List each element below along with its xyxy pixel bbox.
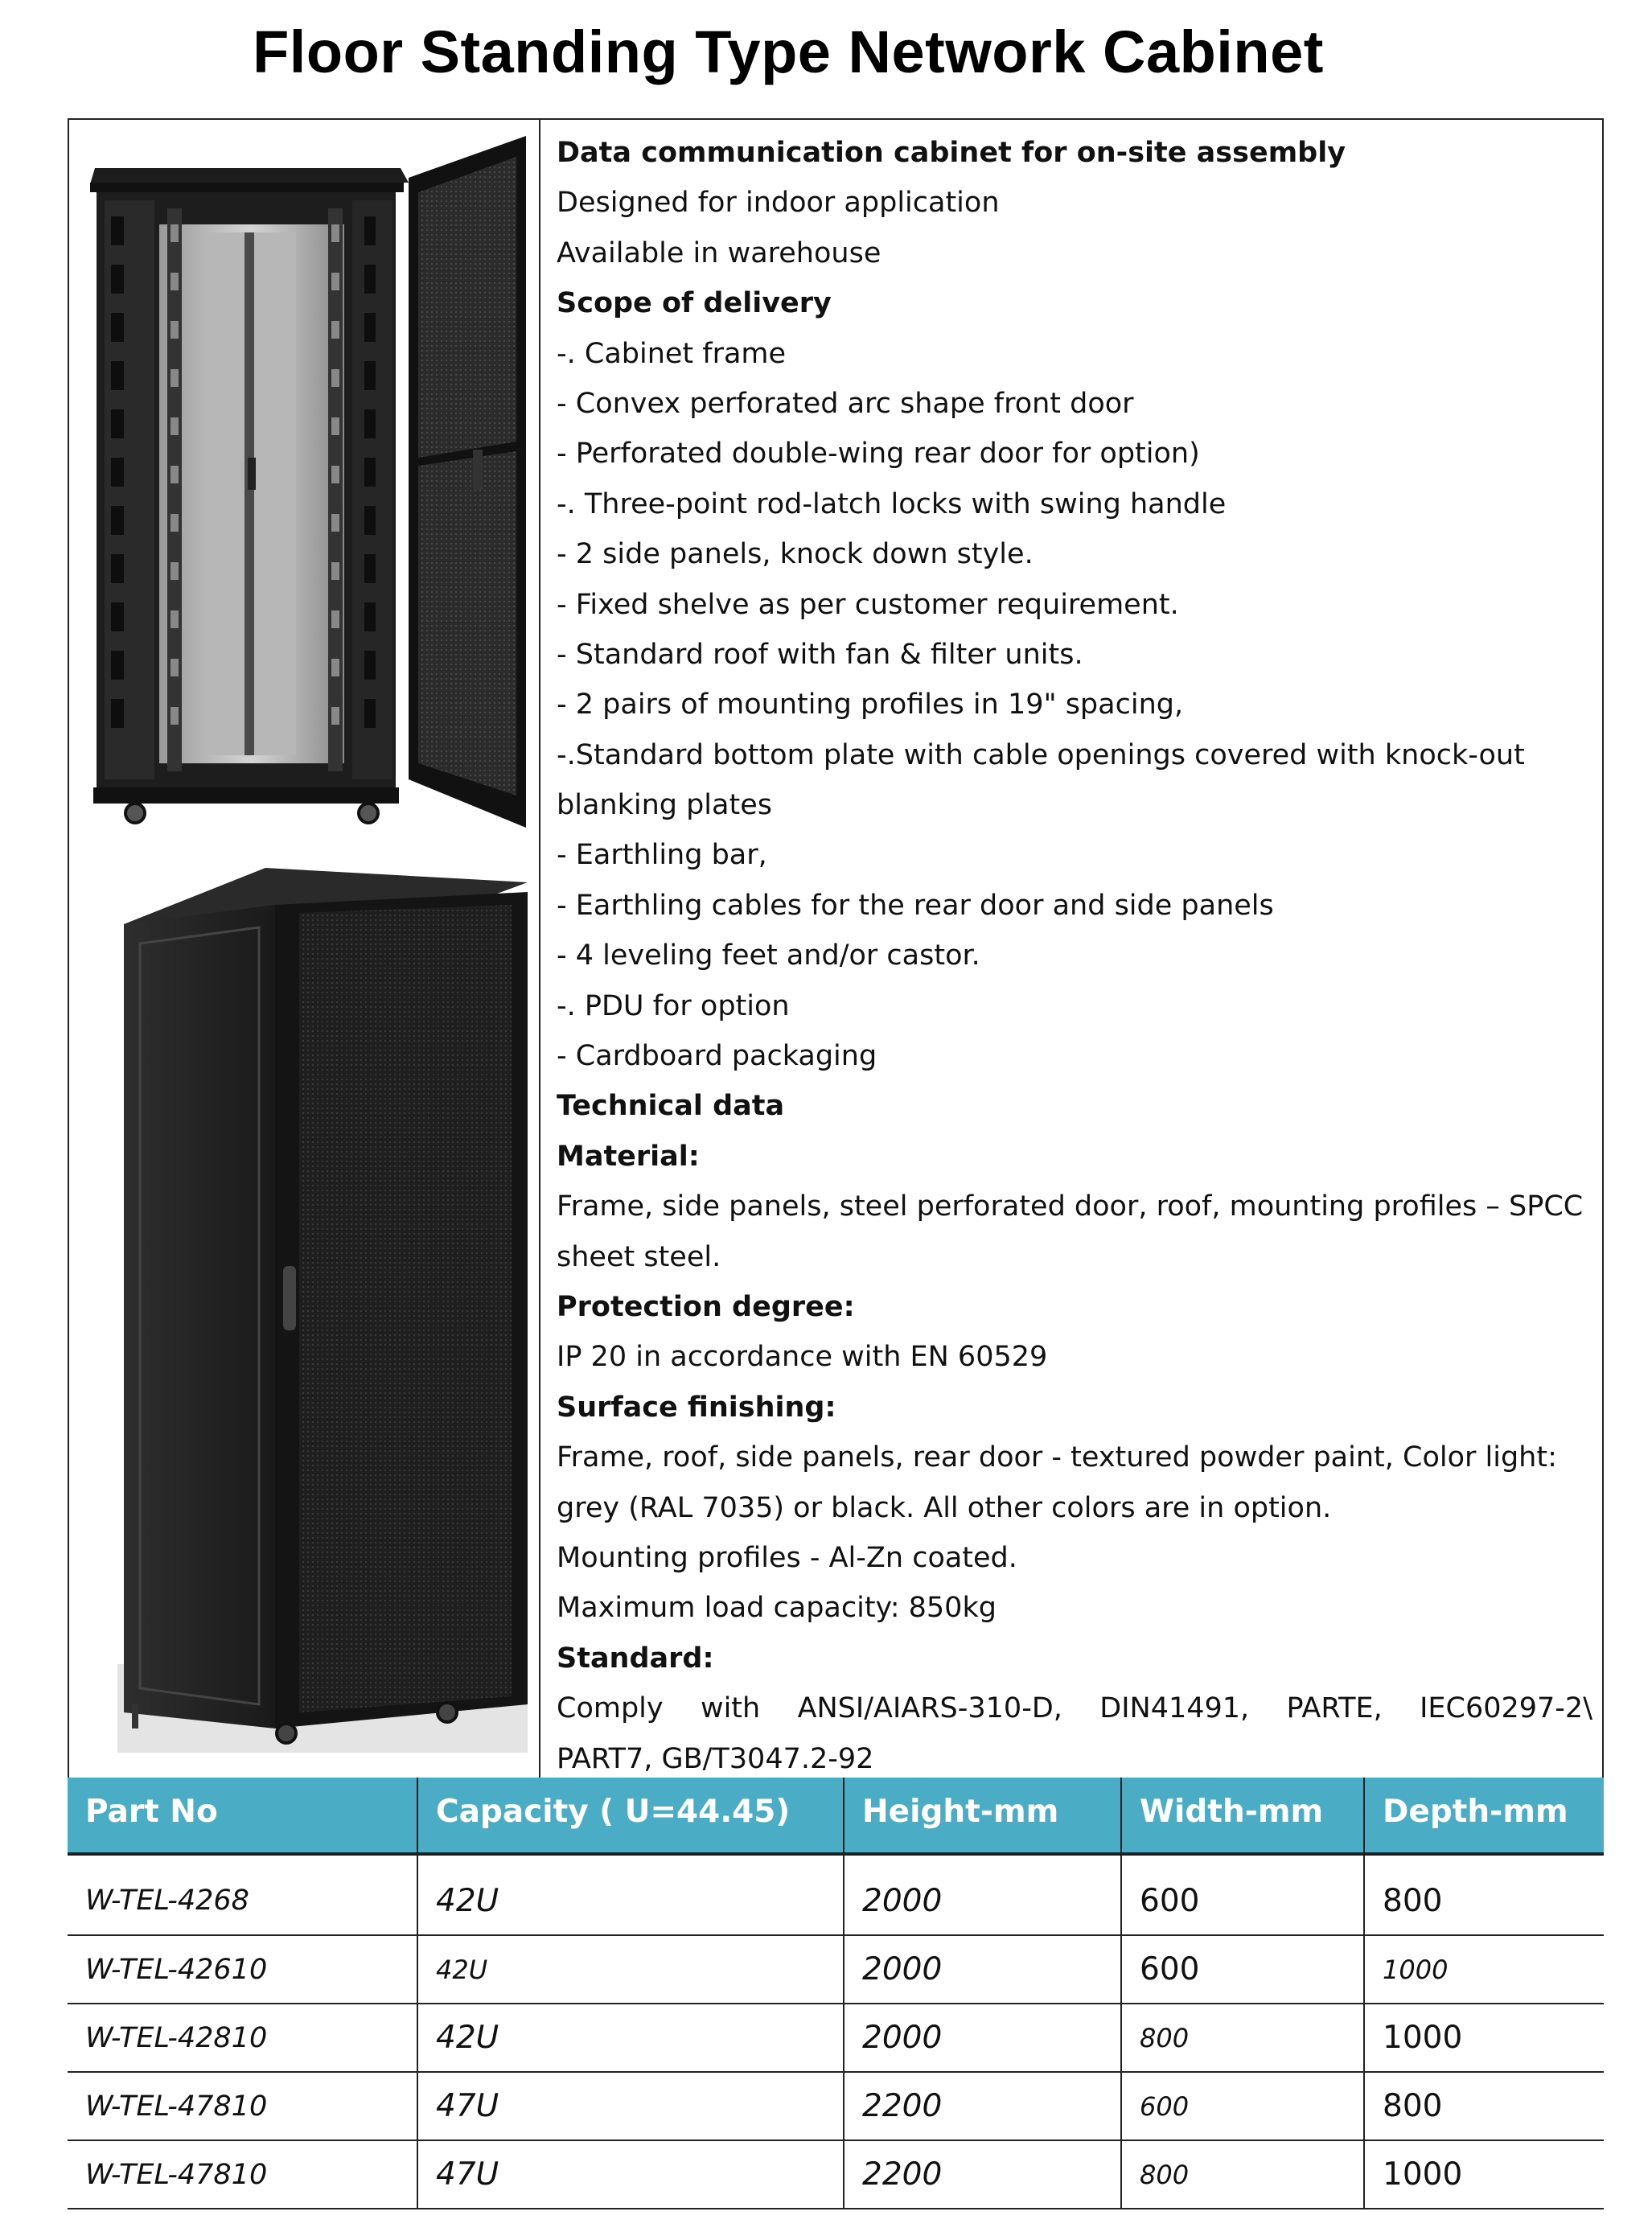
desc-line: -.Standard bottom plate with cable openings covered with knock-out [557,738,1525,771]
network-cabinet-open-door-image [87,136,529,828]
desc-line: grey (RAL 7035) or black. All other colors are in option. [557,1491,1332,1524]
cell-height: 2200 [844,2072,1121,2140]
desc-line: Maximum load capacity: 850kg [557,1592,997,1625]
desc-line: IP 20 in accordance with EN 60529 [557,1341,1048,1374]
desc-heading: Scope of delivery [557,287,832,320]
desc-heading: Technical data [557,1090,785,1123]
desc-line: sheet steel. [557,1240,721,1273]
desc-line: - Standard roof with fan & filter units. [557,638,1083,671]
header-depth: Depth-mm [1364,1778,1604,1854]
cell-depth: 1000 [1364,2004,1604,2072]
desc-line: blanking plates [557,789,772,822]
desc-line: -. PDU for option [557,989,790,1022]
desc-line: - Perforated double-wing rear door for option) [557,438,1200,471]
cell-width: 600 [1121,1854,1364,1935]
desc-line: -. Three-point rod-latch locks with swing handle [557,487,1227,520]
desc-line: Data communication cabinet for on-site assembly [557,137,1346,169]
cell-height: 2000 [844,1854,1121,1935]
network-cabinet-closed-image [117,860,528,1761]
cell-height: 2000 [844,1935,1121,2004]
header-part-no: Part No [68,1778,417,1854]
desc-line: Frame, roof, side panels, rear door - textured powder paint, Color light: [557,1441,1557,1474]
cell-capacity: 47U [417,2140,844,2209]
description-text [557,128,1592,1784]
cell-capacity: 47U [417,2072,844,2140]
desc-line: Comply with ANSI/AIARS-310-D, DIN41491, PARTE, IEC60297-2\ [557,1692,1592,1725]
cell-width: 600 [1121,1935,1364,2004]
header-width: Width-mm [1121,1778,1364,1854]
table-row [68,2004,1604,2072]
cell-part-no: W-TEL-47810 [68,2072,417,2140]
desc-line: - Convex perforated arc shape front door [557,387,1134,420]
cell-width: 800 [1121,2140,1364,2209]
header-height: Height-mm [844,1778,1121,1854]
desc-line: Frame, side panels, steel perforated door, roof, mounting profiles – SPCC [557,1190,1584,1223]
cell-width: 800 [1121,2004,1364,2072]
desc-line: - 4 leveling feet and/or castor. [557,939,980,972]
desc-heading: Protection degree: [557,1290,855,1323]
cell-part-no: W-TEL-42610 [68,1935,417,2004]
image-column [69,120,540,1778]
cell-part-no: W-TEL-4268 [68,1854,417,1935]
cell-height: 2000 [844,2004,1121,2072]
page-title: Floor Standing Type Network Cabinet [253,18,1324,85]
desc-heading: Material: [557,1140,700,1173]
desc-line: - Earthling bar, [557,839,767,872]
desc-line: PART7, GB/T3047.2-92 [557,1742,874,1775]
cell-part-no: W-TEL-47810 [68,2140,417,2209]
table-header-row [68,1778,1604,1854]
cell-depth: 800 [1364,1854,1604,1935]
desc-line: -. Cabinet frame [557,337,787,370]
cell-depth: 800 [1364,2072,1604,2140]
cell-height: 2200 [844,2140,1121,2209]
cell-capacity: 42U [417,1935,844,2004]
spec-table [68,1778,1604,2209]
cell-capacity: 42U [417,2004,844,2072]
desc-line: Mounting profiles - Al-Zn coated. [557,1541,1017,1574]
cell-capacity: 42U [417,1854,844,1935]
desc-line: - Fixed shelve as per customer requirement. [557,588,1179,621]
desc-line: Designed for indoor application [557,187,1000,220]
cell-depth: 1000 [1364,1935,1604,2004]
spec-box [68,118,1604,1780]
table-row [68,2072,1604,2140]
table-row [68,1854,1604,1935]
desc-heading: Surface finishing: [557,1391,836,1424]
desc-line: - 2 side panels, knock down style. [557,538,1034,571]
desc-heading: Standard: [557,1642,714,1675]
header-capacity: Capacity ( U=44.45) [417,1778,844,1854]
desc-line: - 2 pairs of mounting profiles in 19" spacing, [557,689,1184,721]
desc-line: Available in warehouse [557,236,881,269]
table-row [68,2140,1604,2209]
table-row [68,1935,1604,2004]
cell-part-no: W-TEL-42810 [68,2004,417,2072]
cell-width: 600 [1121,2072,1364,2140]
desc-line: - Earthling cables for the rear door and side panels [557,889,1274,922]
desc-line: - Cardboard packaging [557,1040,877,1073]
cell-depth: 1000 [1364,2140,1604,2209]
